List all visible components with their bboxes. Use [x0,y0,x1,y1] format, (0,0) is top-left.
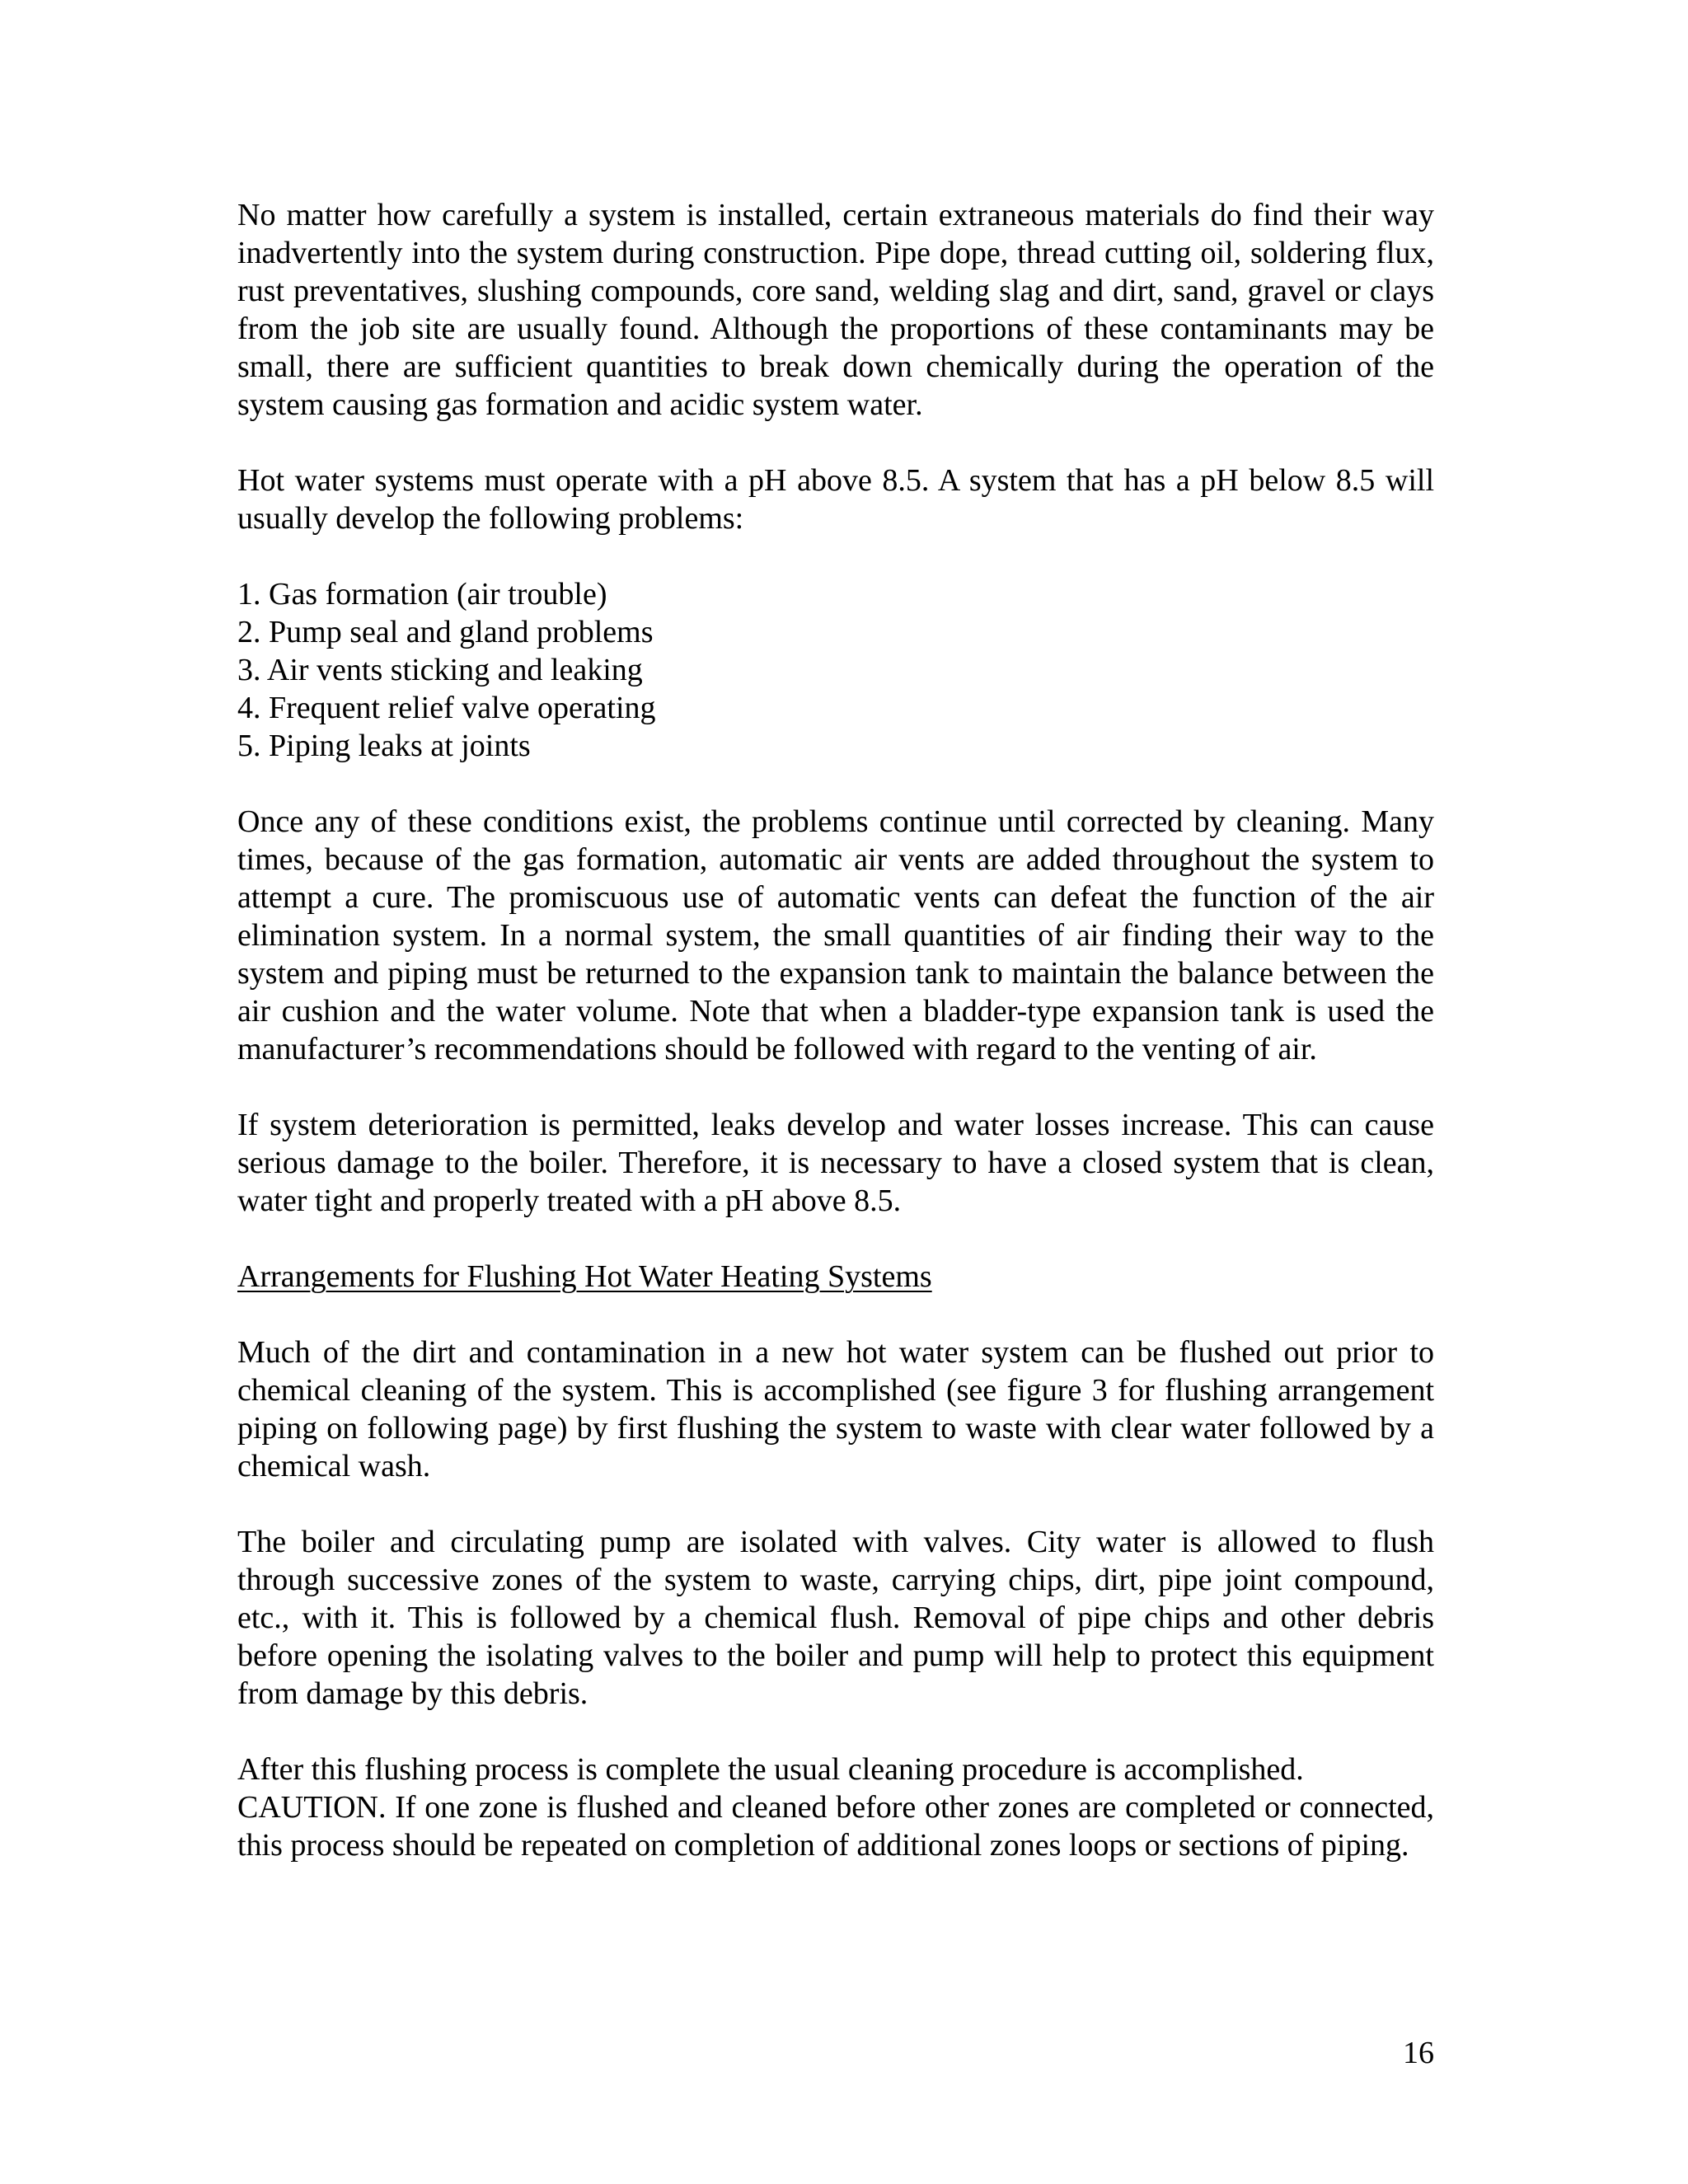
caution-note: CAUTION. If one zone is flushed and cleaned before other zones are completed or connected, this process should be repeated on completion of additional zones loops or sections of piping. [237,1790,1434,1863]
paragraph-ph-requirement: Hot water systems must operate with a pH above 8.5. A system that has a pH below 8.5 will usually develop the following problems: [237,463,1434,536]
list-item: 2. Pump seal and gland problems [237,615,654,649]
document-page [237,196,1434,1902]
paragraph-caution-block [237,1750,1434,1864]
problems-list [237,575,1434,765]
paragraph-air-vents: Once any of these conditions exist, the problems continue until corrected by cleaning. Many times, because of the gas formation, automatic air vents are added throughout the system to attempt a cure. The promiscuous use of automatic vents can defeat the function of the air elimination system. In a normal system, the small quantities of air finding their way to the system and piping must be returned to the expansion tank to maintain the balance between the air cushion and the water volume. Note that when a bladder-type expansion tank is used the manufacturer’s recommendations should be followed with regard to the venting of air. [237,804,1434,1066]
list-item: 5. Piping leaks at joints [237,729,531,763]
paragraph-isolation: The boiler and circulating pump are isolated with valves. City water is allowed to flush through successive zones of the system to waste, carrying chips, dirt, pipe joint compound, etc., with it. This is followed by a chemical flush. Removal of pipe chips and other debris before opening the isolating valves to the boiler and pump will help to protect this equipment from damage by this debris. [237,1525,1434,1711]
list-item: 1. Gas formation (air trouble) [237,577,607,612]
paragraph-cleaning-procedure: After this flushing process is complete the usual cleaning procedure is accomplished. [237,1752,1304,1787]
paragraph-deterioration: If system deterioration is permitted, leaks develop and water losses increase. This can cause serious damage to the boiler. Therefore, it is necessary to have a closed system that is clean, water tight and properly treated with a pH above 8.5. [237,1108,1434,1218]
paragraph-contaminants: No matter how carefully a system is installed, certain extraneous materials do find their way inadvertently into the system during construction. Pipe dope, thread cutting oil, soldering flux, rust preventatives, slushing compounds, core sand, welding slag and dirt, sand, gravel or clays from the job site are usually found. Although the proportions of these contaminants may be small, there are sufficient quantities to break down chemically during the operation of the system causing gas formation and acidic system water. [237,198,1434,422]
list-item: 4. Frequent relief valve operating [237,691,656,725]
section-heading: Arrangements for Flushing Hot Water Heating Systems [237,1259,932,1294]
paragraph-flushing-intro: Much of the dirt and contamination in a new hot water system can be flushed out prior to chemical cleaning of the system. This is accomplished (see figure 3 for flushing arrangement piping on following page) by first flushing the system to waste with clear water followed by a chemical wash. [237,1335,1434,1483]
list-item: 3. Air vents sticking and leaking [237,653,643,687]
page-number: 16 [1403,2036,1434,2070]
